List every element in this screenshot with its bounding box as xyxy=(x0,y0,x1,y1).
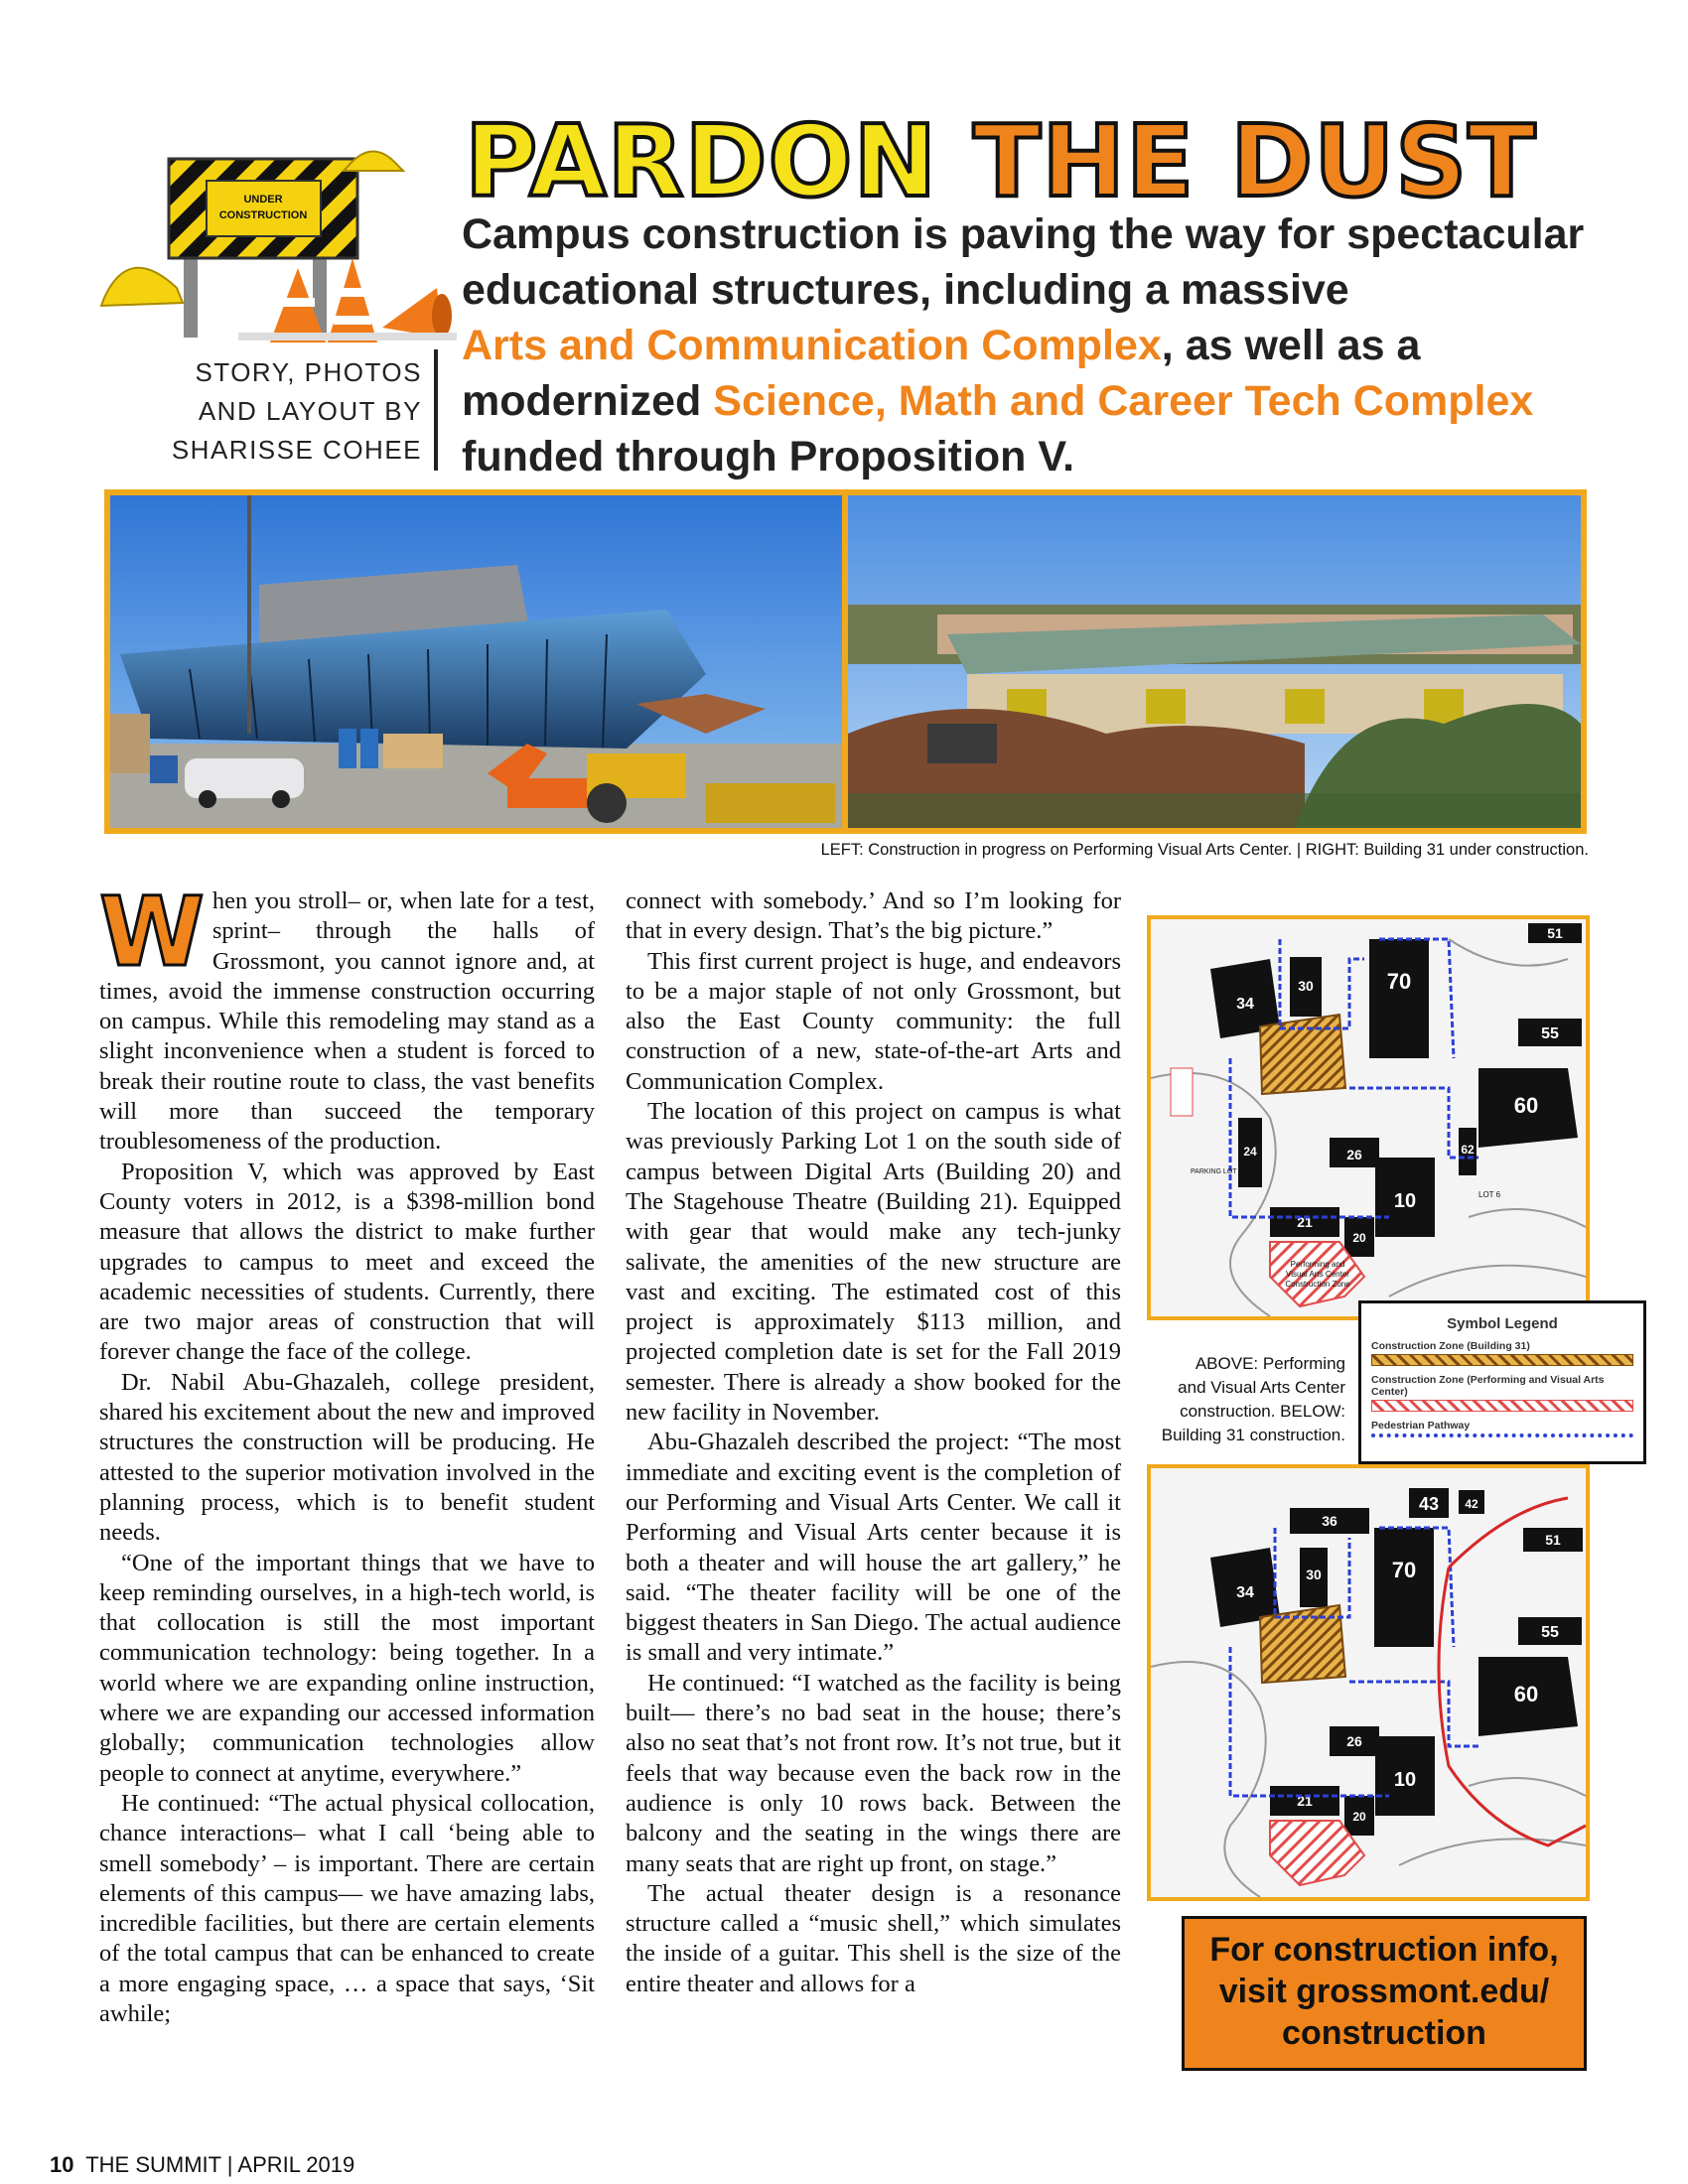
article-column-2 xyxy=(626,887,1121,1999)
svg-text:CONSTRUCTION: CONSTRUCTION xyxy=(218,209,308,221)
svg-text:70: 70 xyxy=(1386,969,1412,994)
paragraph: Abu-Ghazaleh described the project: “The most immediate and exciting event is the completion of our Performing and Visual Arts Center. We call it Performing and Visual Arts center because it is both a theater and will house the art gallery,” he said. “The theater facility will be one of the biggest theaters in San Diego. The actual audience is small and very intimate.” xyxy=(626,1429,1121,1667)
title-word-1: PARDON xyxy=(465,103,938,219)
legend-swatch-performing-arts xyxy=(1371,1400,1633,1412)
deck-line-4-pre: modernized xyxy=(462,377,714,425)
paragraph: The actual theater design is a resonance structure called a “music shell,” which simulates the inside of a guitar. This shell is the size of the entire theater and allows for a xyxy=(626,1879,1121,1997)
svg-text:24: 24 xyxy=(1243,1145,1257,1159)
campus-map-bottom-image xyxy=(1151,1468,1586,1897)
title-word-2: THE DUST xyxy=(973,103,1537,219)
svg-text:20: 20 xyxy=(1352,1231,1366,1245)
paragraph: Proposition V, which was approved by East County voters in 2012, is a $398-million bond measure that allows the district to make further upgrades to campus to meet and exceed the academic necessities of students. Currently, there are two major areas of construction that will forever change the face of the college. xyxy=(99,1158,595,1366)
byline-line-2: AND LAYOUT BY xyxy=(198,396,422,426)
svg-text:20: 20 xyxy=(1352,1810,1366,1824)
svg-text:10: 10 xyxy=(1393,1190,1417,1212)
construction-sign-illustration xyxy=(99,139,472,342)
svg-text:Construction Zone: Construction Zone xyxy=(1285,1280,1350,1289)
svg-text:51: 51 xyxy=(1545,1532,1561,1548)
byline xyxy=(149,353,422,470)
byline-divider xyxy=(434,349,438,471)
svg-text:26: 26 xyxy=(1346,1733,1362,1749)
legend-swatch-building-31 xyxy=(1371,1354,1633,1366)
map-legend xyxy=(1358,1300,1646,1464)
svg-text:Visual Arts Center: Visual Arts Center xyxy=(1286,1270,1349,1279)
page-number: 10 xyxy=(50,2152,74,2177)
subtitle-deck xyxy=(462,206,1604,484)
svg-text:51: 51 xyxy=(1547,925,1563,941)
publication-info: THE SUMMIT | APRIL 2019 xyxy=(85,2152,355,2177)
legend-title: Symbol Legend xyxy=(1447,1315,1558,1332)
deck-line-1: Campus construction is paving the way for spectacular xyxy=(462,210,1585,258)
byline-line-1: STORY, PHOTOS xyxy=(195,357,422,387)
page-title xyxy=(465,103,1537,219)
campus-map-top-image xyxy=(1151,919,1586,1316)
photo-performing-arts-center xyxy=(104,489,849,834)
paragraph: connect with somebody.’ And so I’m looking for that in every design. That’s the big picture.” xyxy=(626,887,1121,945)
svg-text:60: 60 xyxy=(1513,1093,1539,1118)
paragraph: He continued: “I watched as the facility is being built— there’s no bad seat in the house; there’s also no seat that’s not front row. It’s not true, but it feels that way because even the back row in the audience is only 10 rows back. Between the balcony and the seating in the wings there are many seats that are right up front, on stage.” xyxy=(626,1669,1121,1877)
svg-text:62: 62 xyxy=(1461,1143,1475,1157)
paragraph xyxy=(99,877,595,1158)
paragraph: “One of the important things that we have to keep reminding ourselves, in a high-tech world, is that collocation is still the most important communication technology: being together. In a world where we are expanding online instruction, where we are expanding our accessed information globally; communication technologies allow people to connect at anytime, everywhere.” xyxy=(99,1549,595,1787)
article-column-1 xyxy=(99,877,595,2029)
svg-text:60: 60 xyxy=(1513,1682,1539,1706)
paragraph: He continued: “The actual physical collocation, chance interactions– what I call ‘being able to smell somebody’ – is important. There are certain elements of this campus— we have amazing labs, incredible facilities, but there are certain elements of the total campus that can be enhanced to create a more engaging space, … a space that says, ‘Sit awhile; xyxy=(99,1789,595,2027)
campus-map-performing-arts xyxy=(1147,915,1590,1320)
map-caption-line: ABOVE: Performing xyxy=(1195,1354,1345,1373)
svg-text:21: 21 xyxy=(1297,1793,1313,1809)
svg-text:Performing and: Performing and xyxy=(1290,1260,1345,1269)
svg-text:70: 70 xyxy=(1391,1558,1417,1582)
deck-line-3-rest: , as well as a xyxy=(1161,322,1421,369)
svg-text:10: 10 xyxy=(1393,1769,1417,1791)
svg-text:PARKING LOT 1: PARKING LOT 1 xyxy=(1191,1168,1243,1175)
svg-text:21: 21 xyxy=(1297,1214,1313,1230)
map-caption-line: and Visual Arts Center xyxy=(1178,1378,1345,1397)
paragraph-text: hen you stroll– or, when late for a test, sprint– through the halls of Grossmont, you cannot ignore and, at times, avoid the immense construction occurring on campus. While this remodeling may stand as a slight inconvenience when a student is forced to break their routine route to class, the vast benefits will more than succeed the temporary troublesomeness of the production. xyxy=(99,887,595,1156)
svg-text:55: 55 xyxy=(1541,1624,1559,1641)
legend-label-performing-arts: Construction Zone (Performing and Visual Arts Center) xyxy=(1371,1374,1605,1398)
paragraph: This first current project is huge, and endeavors to be a major staple of not only Grossmont, but also the East County community: the full construction of a new, state-of-the-art Arts and Communication Complex. xyxy=(626,947,1121,1095)
svg-text:30: 30 xyxy=(1298,978,1314,994)
legend-label-pedestrian: Pedestrian Pathway xyxy=(1371,1420,1471,1432)
deck-highlight-arts: Arts and Communication Complex xyxy=(462,322,1162,369)
svg-text:34: 34 xyxy=(1236,996,1254,1013)
svg-text:42: 42 xyxy=(1465,1497,1478,1511)
paragraph: Dr. Nabil Abu-Ghazaleh, college president, shared his excitement about the new and improved structures the construction will be producing. He attested to the superior motivation involved in the planning process, which is to benefit student needs. xyxy=(99,1368,595,1547)
building-31-photo-image xyxy=(848,495,1581,828)
campus-map-building-31 xyxy=(1147,1464,1590,1901)
info-line-1: For construction info, xyxy=(1209,1931,1559,1969)
construction-info-box xyxy=(1182,1916,1587,2071)
svg-text:26: 26 xyxy=(1346,1147,1362,1162)
photo-caption: LEFT: Construction in progress on Performing Visual Arts Center. | RIGHT: Building 31 under construction. xyxy=(820,841,1589,859)
legend-swatch-pedestrian xyxy=(1371,1433,1633,1437)
svg-text:55: 55 xyxy=(1541,1025,1559,1042)
info-link[interactable]: visit grossmont.edu/ xyxy=(1218,1973,1550,2010)
deck-line-4 xyxy=(462,373,1604,429)
map-caption xyxy=(1147,1352,1345,1447)
deck-highlight-science: Science, Math and Career Tech Complex xyxy=(713,377,1534,425)
svg-text:36: 36 xyxy=(1322,1513,1337,1529)
deck-line-5: funded through Proposition V. xyxy=(462,433,1075,480)
map-caption-line: Building 31 construction. xyxy=(1161,1426,1345,1444)
performing-arts-photo-image xyxy=(110,495,843,828)
byline-line-3: SHARISSE COHEE xyxy=(171,435,422,465)
deck-line-3 xyxy=(462,318,1604,373)
paragraph: The location of this project on campus is what was previously Parking Lot 1 on the south side of campus between Digital Arts (Building 20) and The Stagehouse Theatre (Building 21). Equipped with gear that would make any tech-junky salivate, the amenities of the new structure are vast and exciting. The estimated cost of this project is approximately $113 million, and projected completion date is set for the Fall 2019 semester. There is already a show booked for the new facility in November. xyxy=(626,1098,1121,1427)
svg-text:43: 43 xyxy=(1418,1494,1440,1514)
map-caption-line: construction. BELOW: xyxy=(1180,1402,1345,1421)
svg-text:34: 34 xyxy=(1236,1584,1254,1601)
page-footer xyxy=(50,2152,354,2178)
deck-line-2: educational structures, including a massive xyxy=(462,266,1349,314)
construction-sign-icon xyxy=(99,139,472,342)
photo-building-31 xyxy=(842,489,1587,834)
info-link-continued[interactable]: construction xyxy=(1282,2014,1486,2052)
svg-text:30: 30 xyxy=(1306,1567,1322,1582)
svg-text:UNDER: UNDER xyxy=(243,194,283,205)
svg-text:LOT 6: LOT 6 xyxy=(1478,1190,1501,1199)
drop-cap: W xyxy=(99,877,205,988)
legend-label-building-31: Construction Zone (Building 31) xyxy=(1371,1340,1530,1352)
